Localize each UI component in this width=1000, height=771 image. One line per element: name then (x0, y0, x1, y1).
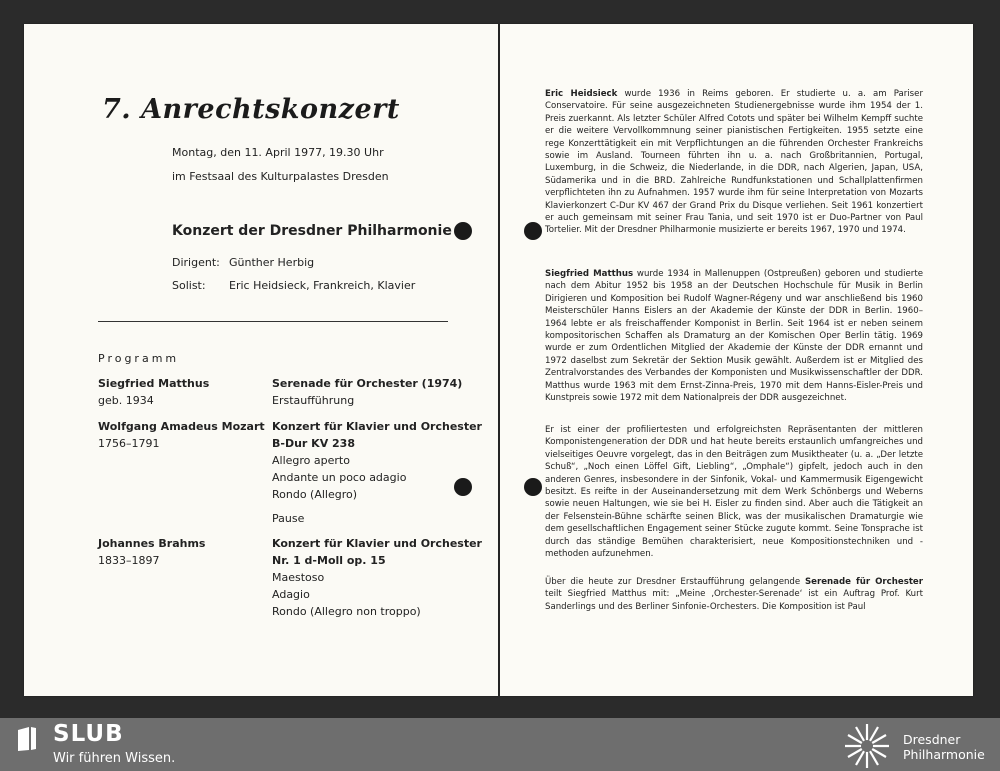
conductor-name: Günther Herbig (229, 256, 315, 269)
philharmonie-logo-icon (842, 721, 892, 771)
work-title: Konzert für Klavier und Orchester (272, 537, 482, 550)
program-heading: Programm (98, 352, 180, 365)
bio-text-heidsieck: wurde 1936 in Reims geboren. Er studierte u. a. am Pariser Conservatoire. Für seine ausgezeichneten Studienergebnisse wurde ihm 1954 der 1. Preis zuerkannt. Als letzter Schüler Alfred Cotots und später bei Wilhelm Kempff suchte er die weitere Vervollkommnung seiner pianistischen Fertigkeiten. 1955 setzte eine rege Konzerttätigkeit ein mit Verpflichtungen an die führenden Orchester Frankreichs sowie im Ausland. Tourneen führten ihn u. a. nach Großbritannien, Portugal, Luxemburg, in die Schweiz, die Niederlande, in die DDR, nach Algerien, Japan, USA, Südamerika und in die BRD. Zahlreiche Rundfunkstationen und Schallplattenfirmen verpflichteten ihn zu Aufnahmen. 1957 wurde ihm für seine Interpretation von Mozarts Klavierkonzert C-Dur KV 467 der Grand Prix du Disque verliehen. Seit 1961 konzertiert er auch gemeinsam mit seiner Frau Tania, und seit 1970 ist er Duo-Partner von Paul Tortelier. Mit der Dresdner Philharmonie musizierte er bereits 1967, 1970 und 1974. (545, 89, 923, 236)
bio-name-heidsieck: Eric Heidsieck (545, 89, 618, 99)
punch-hole (454, 222, 472, 240)
paragraph-heidsieck (545, 88, 923, 237)
bio-text-matthus: wurde 1934 in Mallenuppen (Ostpreußen) geboren und studierte nach dem Abitur 1952 bis 1958 an der Deutschen Hochschule für Musik in Berlin Dirigieren und Komposition bei Rudolf Wagner-Régeny und war anschließend bis 1960 Meisterschüler Hanns Eislers an der Akademie der Künste der DDR in Berlin. 1960–1964 lebte er als freischaffender Komponist in Berlin. Seit 1964 ist er neben seinem kompositorischen Schaffen als Dramaturg an der Komischen Oper Berlin tätig. 1969 wurde er zum Ordentlichen Mitglied der Akademie der Künste der DDR ernannt und 1972 daselbst zum Sekretär der Sektion Musik gewählt. Außerdem ist er Mitglied des Zentralvorstandes des Verbandes der Komponisten und Musikwissenschaftler der DDR. Matthus wurde 1963 mit dem Ernst-Zinna-Preis, 1970 mit dem Hanns-Eisler-Preis und Kunstpreis sowie 1972 mit dem Nationalpreis der DDR ausgezeichnet. (545, 269, 923, 404)
serenade-title: Serenade für Orchester (804, 577, 923, 587)
punch-hole (524, 478, 542, 496)
slub-tagline: Wir führen Wissen. (53, 751, 176, 766)
soloist-name: Eric Heidsieck, Frankreich, Klavier (229, 279, 416, 292)
left-page (24, 24, 498, 696)
serenade-intro: Über die heute zur Dresdner Erstaufführung gelangende (545, 577, 805, 587)
work-title: B-Dur KV 238 (272, 437, 355, 450)
right-page (500, 24, 973, 696)
work-movement: Andante un poco adagio (272, 471, 407, 484)
serenade-text: teilt Siegfried Matthus mit: „Meine ‚Orchester-Serenade‘ ist ein Auftrag Prof. Kurt Sanderlings und des Berliner Sinfonie-Orchesters. Die Komposition ist Paul (545, 589, 923, 612)
punch-hole (454, 478, 472, 496)
work-movement: Allegro aperto (272, 454, 350, 467)
work-title: Nr. 1 d-Moll op. 15 (272, 554, 386, 567)
bio-name-matthus: Siegfried Matthus (545, 269, 634, 279)
philharmonie-name (903, 732, 985, 762)
slub-logo-icon (16, 726, 38, 752)
work-movement: Rondo (Allegro non troppo) (272, 605, 421, 618)
composer-name: Wolfgang Amadeus Mozart (98, 420, 265, 433)
composer-name: Siegfried Matthus (98, 377, 210, 390)
punch-hole (524, 222, 542, 240)
work-title: Serenade für Orchester (1974) (272, 377, 463, 390)
conductor-label: Dirigent: (172, 256, 220, 269)
paragraph-oeuvre: Er ist einer der profiliertesten und erfolgreichsten Repräsentanten der mittleren Komponistengeneration der DDR und hat heute bereits erstaunlich umfangreiches und vielseitiges Oeuvre vorgelegt, das in den Beiträgen zum Musiktheater (u. a. „Der letzte Schuß“, „Noch einen Löffel Gift, Liebling“, „Omphale“) gipfelt, jedoch auch in den anderen Genres, insbesondere in der Sinfonik, Vokal- und Kammermusik Eigengewicht besitzt. Es reifte in der Auseinandersetzung mit dem Werk Schönbergs und Weberns sowie neuen Haltungen, wie sie bei H. Eisler zu finden sind. Aber auch die Tätigkeit an der Felsenstein-Bühne schärfte seinen Blick, was der musikalischen Dramaturgie wie dem gesellschaftlichen Engagement seiner Stücke zugute kommt. Seine Tonsprache ist durch das ständige Bemühen charakterisiert, neue Kompositionstechniken und -methoden aufzunehmen. (545, 425, 923, 560)
work-movement: Maestoso (272, 571, 325, 584)
work-title: Konzert für Klavier und Orchester (272, 420, 482, 433)
concert-series-title: 7. Anrechtskonzert (102, 94, 400, 125)
slub-name: SLUB (53, 721, 124, 747)
pause-label: Pause (272, 512, 305, 525)
work-movement: Rondo (Allegro) (272, 488, 358, 501)
composer-dates: 1756–1791 (98, 437, 160, 450)
philharmonie-name-line2: Philharmonie (903, 747, 985, 762)
work-movement: Adagio (272, 588, 310, 601)
footer-bar (0, 718, 1000, 771)
composer-name: Johannes Brahms (98, 537, 206, 550)
composer-dates: geb. 1934 (98, 394, 154, 407)
paragraph-matthus (545, 268, 923, 404)
philharmonie-name-line1: Dresdner (903, 732, 961, 747)
divider-line (98, 321, 448, 322)
composer-dates: 1833–1897 (98, 554, 160, 567)
soloist-label: Solist: (172, 279, 206, 292)
paragraph-serenade (545, 576, 923, 613)
venue-line: im Festsaal des Kulturpalastes Dresden (172, 170, 389, 183)
date-line: Montag, den 11. April 1977, 19.30 Uhr (172, 146, 384, 159)
work-movement: Erstaufführung (272, 394, 355, 407)
concert-title: Konzert der Dresdner Philharmonie (172, 223, 452, 239)
